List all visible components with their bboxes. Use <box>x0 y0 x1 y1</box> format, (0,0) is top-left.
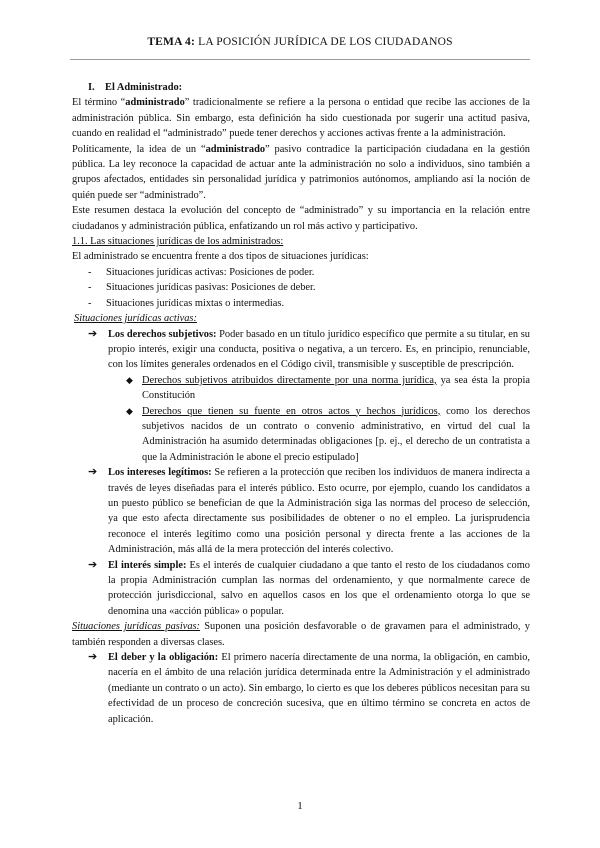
header-rule <box>70 59 530 60</box>
list-item: - Situaciones jurídicas activas: Posiciones de poder. <box>72 265 530 280</box>
dash-icon: - <box>88 266 92 278</box>
document-body <box>72 80 530 727</box>
page-title: TEMA 4: LA POSICIÓN JURÍDICA DE LOS CIUDADANOS <box>147 36 453 48</box>
subsection-heading: 1.1. Las situaciones jurídicas de los administrados: <box>72 236 284 248</box>
diamond-icon: ◆ <box>126 405 133 416</box>
list-item: ➔ El deber y la obligación: El primero nacería directamente de una norma, la obligación, en cambio, nacería en el ámbito de una relación jurídica determinada entre la Administración y el administrado (mediante un contrato o un acto). Sin embargo, lo cierto es que los deberes públicos necesitan para su efectividad de un proceso de concreción sucesiva, que en último término se concreta en actos de aplicación. <box>88 651 531 725</box>
page-number: 1 <box>297 800 303 812</box>
paragraph-3: Este resumen destaca la evolución del concepto de “administrado” y su importancia en la relación entre ciudadanos y administración pública, enfatizando un rol más activo y participativo. <box>72 205 530 232</box>
dash-icon: - <box>88 282 92 294</box>
list-item: ◆ Derechos subjetivos atribuidos directamente por una norma jurídica, ya sea ésta la propia Constitución <box>126 374 531 402</box>
list-item: ➔ Los intereses legítimos: Se refieren a la protección que reciben los individuos de manera indirecta a través de leyes diseñadas para el interés público. Esto ocurre, por ejemplo, cuando los candidatos a un puesto público se benefician de que la Administración siga las normas del proceso de selección, ya que esto afecta directamente sus posibilidades de obtener o no el empleo. La jurisprudencia reconoce el interés legítimo como una posición personal y directa frente a las acciones de la Administración, más allá de la mera protección del interés colectivo. <box>88 466 530 556</box>
paragraph-1: El término “administrado” tradicionalmente se refiere a la persona o entidad que recibe las acciones de la administración pública. Sin embargo, esta definición ha sido cuestionada por sugerir una actitud pasiva, cuando en realidad el “administrado” puede tener derechos y acciones activas frente a la administración. <box>72 97 530 140</box>
diamond-icon: ◆ <box>126 374 133 385</box>
arrow-icon: ➔ <box>88 651 98 664</box>
arrow-icon: ➔ <box>88 327 98 340</box>
arrow-icon: ➔ <box>88 558 98 571</box>
list-item: - Situaciones jurídicas pasivas: Posiciones de deber. <box>72 280 530 295</box>
list-item: - Situaciones jurídicas mixtas o intermedias. <box>72 296 530 311</box>
list-item: ➔ El interés simple: Es el interés de cualquier ciudadano a que tanto el resto de los ciudadanos como la propia Administración cumplan las normas del ordenamiento, y que normalmente carece de protección jurisdiccional, salvo en aquellos casos en los que el ordenamiento otorga lo que se denomina una «acción pública» o popular. <box>88 558 531 617</box>
paragraph-pasivas: Situaciones jurídicas pasivas: Suponen una posición desfavorable o de gravamen para el administrado, y también responden a diversas clases. <box>72 621 530 648</box>
activas-label: Situaciones jurídicas activas: <box>74 313 197 325</box>
paragraph-2: Políticamente, la idea de un “administrado” pasivo contradice la participación ciudadana en la gestión pública. La ley reconoce la capacidad de actuar ante la administración no solo a individuos, sino también a grupos afectados, entidades sin personalidad jurídica y patrimonios autónomos, ampliando así la noción de quién puede ser “administrado”. <box>72 143 530 201</box>
section-heading: I. El Administrado: <box>88 82 183 93</box>
dash-icon: - <box>88 297 92 309</box>
list-item: ◆ Derechos que tienen su fuente en otros actos y hechos jurídicos, como los derechos subjetivos nacidos de un contrato o convenio administrativo, en virtud del cual la Administración ha asumido determinadas obligaciones [p. ej., el derecho de un contratista a que la Administración le abone el precio estipulado] <box>126 405 530 463</box>
arrow-icon: ➔ <box>88 466 98 479</box>
paragraph-4: El administrado se encuentra frente a dos tipos de situaciones jurídicas: <box>72 251 369 263</box>
list-item: ➔ Los derechos subjetivos: Poder basado en un título jurídico específico que permite a su titular, en su propio interés, exigir una conducta, positiva o negativa, a un tercero. Es, en principio, renunciable, con los límites generales ordenados en el Código civil, transmisible y susceptible de prescripción. <box>88 327 530 371</box>
